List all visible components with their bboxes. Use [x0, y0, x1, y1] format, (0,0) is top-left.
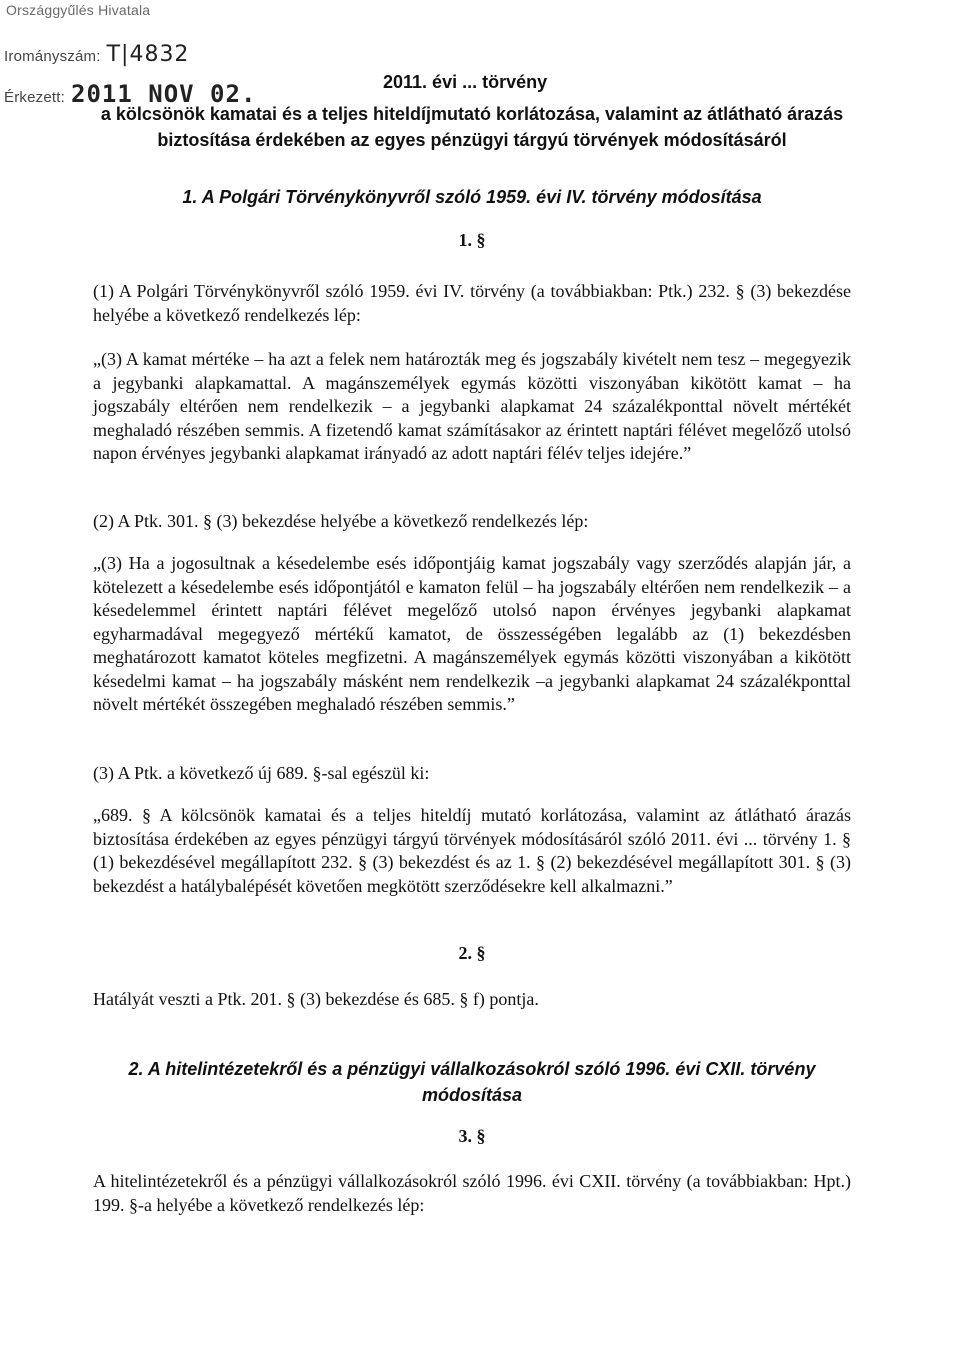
paragraph-2-number: 2. § [458, 943, 486, 963]
law-heading-line-1: a kölcsönök kamatai és a teljes hiteldíjmutató korlátozása, valamint az átlátható árazás [100, 104, 844, 124]
paragraph-2-text: Hatályát veszti a Ptk. 201. § (3) bekezdése és 685. § f) pontja. [93, 989, 539, 1009]
registration-number: T|4832 [106, 42, 190, 67]
law-heading [93, 101, 851, 153]
registration-stamp [4, 42, 189, 67]
section-1-title: 1. A Polgári Törvénykönyvről szóló 1959. évi IV. törvény módosítása [182, 187, 762, 207]
section-2-title [93, 1056, 851, 1108]
law-title: 2011. évi ... törvény [383, 72, 548, 92]
registration-label: Irományszám: [4, 48, 101, 65]
paragraph-1-quote-3: „689. § A kölcsönök kamatai és a teljes hiteldíj mutató korlátozása, valamint az átlátható árazás biztosítása érdekében az egyes pénzügyi tárgyú törvények módosításáról szóló 2011. évi ... törvény 1. § (1) bekezdésével megállapított 232. § (3) bekezdést és az 1. § (2) bekezdésével megállapított 301. § (3) bekezdést a hatálybalépését követően megkötött szerződésekre kell alkalmazni.” [93, 805, 851, 896]
paragraph-1-number: 1. § [458, 230, 486, 250]
paragraph-1-subsection-1: (1) A Polgári Törvénykönyvről szóló 1959. évi IV. törvény (a továbbiakban: Ptk.) 232. § (3) bekezdése helyébe a következő rendelkezés lép: [93, 281, 851, 325]
received-date: 2011 NOV 02. [71, 80, 257, 108]
office-stamp: Országgyűlés Hivatala [6, 2, 151, 18]
section-2-title-line-1: 2. A hitelintézetekről és a pénzügyi vállalkozásokról szóló 1996. évi CXII. törvény [128, 1059, 816, 1079]
paragraph-1-quote-1: „(3) A kamat mértéke – ha azt a felek nem határozták meg és jogszabály kivételt nem tesz – megegyezik a jegybanki alapkamattal. A magánszemélyek egymás közötti viszonyában kikötött kamat – ha jogszabály eltérően nem rendelkezik – a jegybanki alapkamat 24 százalékponttal növelt mértékét meghaladó részében semmis. A fizetendő kamat számításakor az érintett naptári félévet megelőző utolsó napon érvényes jegybanki alapkamat irányadó az adott naptári félév teljes idejére.” [93, 349, 851, 463]
paragraph-1-quote-2: „(3) Ha a jogosultnak a késedelembe esés időpontjáig kamat jogszabály vagy szerződés alapján jár, a kötelezett a késedelembe esés időpontjától e kamaton felül – ha jogszabály eltérően nem rendelkezik – a késedelemmel érintett naptári félévet megelőző utolsó napon érvényes jegybanki alapkamat egyharmadával megegyező mértékű kamatot, de összességében legalább az (1) bekezdésben meghatározott kamatot köteles megfizetni. A magánszemélyek egymás közötti viszonyában a kikötött késedelmi kamat – ha jogszabály másként nem rendelkezik –a jegybanki alapkamat 24 százalékponttal növelt mértékét összegében meghaladó részében semmis.” [93, 553, 851, 714]
section-2-title-line-2: módosítása [421, 1085, 523, 1105]
received-label: Érkezett: [4, 89, 65, 106]
paragraph-3-text: A hitelintézetekről és a pénzügyi vállalkozásokról szóló 1996. évi CXII. törvény (a továbbiakban: Hpt.) 199. §-a helyébe a következő rendelkezés lép: [93, 1171, 851, 1215]
paragraph-3-number: 3. § [458, 1126, 486, 1146]
law-heading-line-2: biztosítása érdekében az egyes pénzügyi tárgyú törvények módosításáról [157, 130, 787, 150]
paragraph-1-subsection-3: (3) A Ptk. a következő új 689. §-sal egészül ki: [93, 763, 430, 783]
paragraph-1-subsection-2: (2) A Ptk. 301. § (3) bekezdése helyébe a következő rendelkezés lép: [93, 511, 589, 531]
